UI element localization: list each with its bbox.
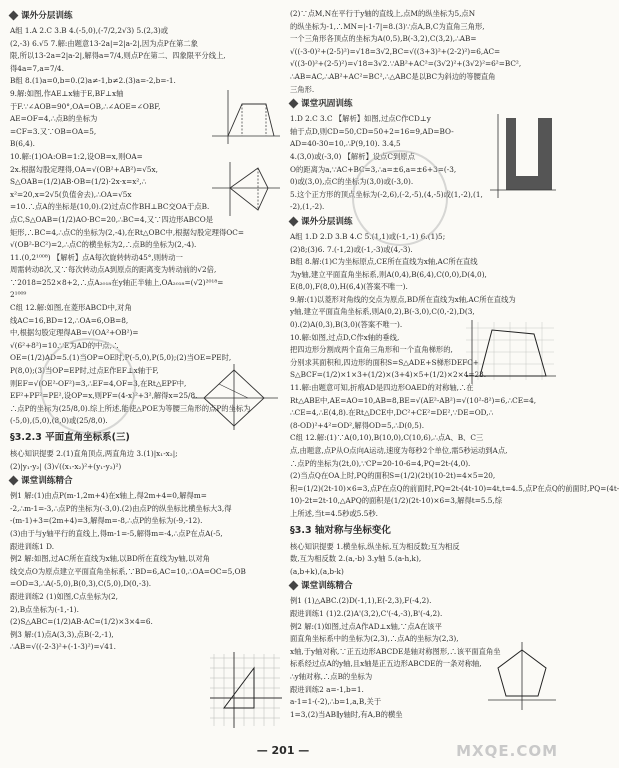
answer-line: B组 8.解:(1)C为坐标原点,CE所在直线为x轴,AC所在直线 [290, 257, 478, 267]
answer-line: a-1=1-(-2),∴b=1,a,B,关于 [290, 697, 382, 707]
answer-line: (2)8;(3)6. 7.(-1,2)或(-1,-3)或(4,-3). [290, 244, 413, 254]
answer-line: 5.这个正方形的顶点坐标为(-2,6),(-2,-5),(4,-5)或(1,-2),(1, [290, 189, 483, 199]
answer-line: EF²+PF²=PE²,设OP=x,则PF=(4-x)²+3²,解得x=25/8. [10, 391, 198, 401]
answer-line: √((3-0)²+(2-5)²)=√18=3√2.∵AB²+AC²=(3√2)²+(3√2)²=6²=BC², [290, 59, 522, 69]
answer-line: 矩形,∴BC=4,∴点C的坐标为(2,-4),在Rt△OBC中,根据勾股定理得OC= [10, 227, 244, 237]
answer-line: B组 8.(1)a=0,b=0.(2)a≠-1,b≠2.(3)a=-2,b=-1. [10, 76, 176, 86]
answer-line: x²=20,x=2√5(负值舍去),∴OA=√5x [10, 189, 132, 199]
figure-q12-rhombus-diagram [190, 362, 280, 432]
answer-line: 9.解:(1)以菱形对角线的交点为原点,BD所在直线为x轴,AC所在直线为 [290, 294, 516, 304]
answer-line: 于F.∵∠AOB=90°,OA=OB,∴∠AOE=∠OBF, [10, 101, 161, 111]
grid-lines [466, 322, 554, 380]
answer-line: (a,b+k),(a,b-k) [290, 566, 344, 576]
answer-line: 核心知识提要 1.横坐标,纵坐标,互为相反数;互为相反 [290, 541, 460, 551]
answer-line: (-5,0),(5,0),(8,0)或(25/8,0). [10, 416, 108, 426]
answer-line: ∴AB=AC,∴AB²+AC²=BC²,∴△ABC是以BC为斜边的等腰直角 [290, 71, 496, 81]
answer-line: 上所述,当t=4.5秒或5.5秒. [290, 508, 378, 518]
answer-line: 例1 (1)△ABC.(2)D(-1,1),E(-2,3),F(-4,2). [290, 596, 432, 606]
answer-line: 11.解:由题意可知,折痕AD是四边形OAED的对称轴,∴在 [290, 383, 474, 393]
answer-line: x轴,于y轴对称,∵正五边形ABCDE是轴对称图形,∴该平面直角坐 [290, 646, 501, 656]
answer-line: √(6²+8²)=10.∵E为AD的中点,∴ [10, 340, 120, 350]
faded-seal-stamp [352, 150, 448, 246]
answer-line: 跟进训练2 (1)如图,C点坐标为(2, [10, 591, 118, 601]
lesson-title: §3.3 轴对称与坐标变化 [290, 524, 391, 536]
answer-line: O的距离为a,∵AC+BC=3,∴a=±6,a=±6+3=(-3, [290, 164, 457, 174]
answer-line: 11.(0,2¹⁰⁰⁸) 【解析】点A每次旋转转动45°,则转动一 [10, 252, 183, 262]
answer-line: 三角形. [290, 84, 315, 94]
answer-line: 周需转动8次,又∵每次转动点A到原点的距离变为转动前的√2倍, [10, 265, 217, 275]
section-heading-text: 课外分层训练 [21, 11, 73, 21]
answer-line: AD=40-30=10,∴P(9,10). 3.4,5 [290, 139, 401, 149]
answer-line: -2),(1,-2). [290, 202, 325, 212]
answer-line: 点,由题意,点P从O点向A运动,速度为每秒2个单位,需5秒运动到A点, [290, 446, 508, 455]
section-heading-text: 课堂巩固训练 [301, 99, 353, 110]
rhombus-shape [230, 168, 268, 210]
answer-line: 线交点O为原点建立平面直角坐标系,∵BD=6,AC=10,∴OA=OC=5,OB [10, 566, 246, 576]
figure-q10-triangle-diagram [208, 158, 284, 220]
answer-line: S△BCF=(1/2)×1×3+(1/2)×(3+4)×5+(1/2)×2×4=23. [290, 370, 487, 380]
answer-line: -(m-1)+3=(2m+4)=3,解得m=-8,∴点P的坐标为(-9,-12). [10, 516, 203, 526]
answer-line: 2),B点坐标为(-1,-1). [10, 604, 79, 614]
answer-line: A组 1.A 2.C 3.B 4.(-5,0),(-7/2,2√3) 5.(2,3)或 [10, 26, 169, 35]
answer-line: 跟进训练1 (1)2.(2)A'(3,2),C'(-4,-3),B'(-4,2). [290, 608, 443, 618]
answer-line: √((-3-0)²+(2-5)²)=√18=3√2,BC=√((3+3)²+(2-2)²)=6,AC= [290, 46, 501, 56]
answer-line: 点C,S△OAB=(1/2)AO·BC=20,∴BC=4,又∵四边形ABCO是 [10, 214, 213, 224]
section-heading-text: 课外分层训练 [301, 216, 353, 227]
section-heading-text: 课堂训练精合 [21, 476, 73, 487]
watermark-logo: MXQE.COM [456, 742, 558, 760]
section-heading [290, 98, 560, 111]
answer-line: OE=(1/2)AD=5.(1)当OP=OE时,P(-5,0),P(5,0);(2)当OE=PE时, [10, 353, 232, 363]
grid-lines [210, 654, 280, 726]
figure-grid-coordinate-plane [206, 650, 284, 730]
answer-line: 数,互为相反数 2.(a,-b) 3.y轴 5.(a-h,k), [290, 554, 422, 564]
answer-line: ∴AB=√((-2-3)²+(-1-3)²)=√41. [10, 642, 116, 652]
quadrilateral-abcd [480, 330, 546, 376]
answer-line: 面直角坐标系中的坐标为(2,3),∴点A的坐标为(2,3), [290, 634, 459, 644]
answer-line: Rt△ABE中,AE=AO=10,AB=8,BE=√(AE²-AB²)=√(10²-8²)=6,∴CE=4, [290, 395, 537, 405]
answer-line: S△OAB=(1/2)AB·OB=(1/2)·2x·x=x²,∴ [10, 177, 147, 187]
answer-line: 0).(2)A(0,3),B(3,0)(答案不唯一). [290, 320, 403, 330]
section-heading [10, 475, 280, 488]
diamond-bullet-icon [289, 99, 299, 109]
answer-line: 标系经过点A的y轴,且x轴是正五边形ABCDE的一条对称轴, [290, 659, 482, 669]
answer-line: (2)当点Q在OA上时,PQ的面积S=(1/2)(2t)(10-2t)=4×5=20, [290, 471, 496, 481]
answer-line: 4.(3,0)或(-3,0) 【解析】设点C到原点 [290, 151, 415, 161]
answer-line: 例3 解:(1)点A(3,3),点B(-2,-1), [10, 629, 114, 639]
answer-line: 则EF=√(OE²-OF²)=3,∴EF=4,OF=3,在Rt△EPF中, [10, 378, 187, 388]
lesson-title: §3.2.3 平面直角坐标系(三) [10, 432, 130, 443]
answer-line: ∴CE=4,∴E(4,8).在Rt△DCE中,DC²+CE²=DE²,∵DE=OD,∴ [290, 408, 494, 418]
answer-line: 把四边形分割成两个直角三角形和一个直角梯形的, [290, 345, 453, 355]
answer-line: 2x.根据勾股定理得,OA=√(OB²+AB²)=√5x, [10, 164, 158, 174]
answer-line: 中,根据勾股定理得AB=√(OA²+OB²)= [10, 328, 139, 338]
answer-line: 1.D 2.C 3.C 【解析】如图,过点C作CD⊥y [290, 114, 431, 124]
answer-line: (2)S△ABC=(1/2)AB·AC=(1/2)×3×4=6. [10, 617, 153, 627]
trapezoid-shape [228, 104, 274, 136]
figure-q9-coordinate-diagram [208, 86, 284, 148]
answer-line: 例1 解:(1)由点P(m-1,2m+4)在x轴上,得2m+4=0,解得m= [10, 491, 207, 501]
answer-line: 9.解:如图,作AE⊥x轴于E,BF⊥x轴 [10, 88, 124, 98]
answer-line: 0)或(3,0),点C的坐标为(3,0)或(-3,0). [290, 177, 414, 187]
answer-line: (3)由于与y轴平行的直线上,得m-1=-5,解得m=-4,∴点P在点A(-5, [10, 528, 223, 538]
answer-line: 的纵坐标为-1,∴MN=|-1-7|=8.(3)∵点A,B,C为直角三角形, [290, 21, 485, 31]
answer-line: (2)|y₁-y₂| (3)√((x₁-x₂)²+(y₁-y₂)²) [10, 461, 122, 471]
answer-line: B(6,4). [10, 139, 35, 149]
diamond-bullet-icon [9, 11, 19, 21]
section-heading [10, 10, 280, 23]
answer-line: ∴点P的坐标为(25/8,0).综上所述,能使△POE为等腰三角形的点P的坐标为 [10, 403, 251, 413]
page-number: — 201 — [256, 744, 310, 757]
answer-line: =CF=3.又∵OB=OA=5, [10, 126, 97, 136]
answer-line: √(OB²-BC²)=2,∴点C的横坐标为2,∴点B的坐标为(2,-4). [10, 240, 197, 250]
figure-right-q10-quadrilateral [462, 318, 558, 388]
answer-line: 10.解:如图,过点D,C作x轴的垂线, [290, 332, 400, 342]
answer-line: 线AC=16,BD=12,∴OA=6,OB=8, [10, 315, 129, 325]
inner-region [516, 118, 538, 176]
answer-line: P(8,0);(3)当OP=EP时,过点E作EF⊥x轴于F, [10, 366, 159, 376]
answer-line: 跟进训练2 a=-1,b=1. [290, 684, 364, 694]
faded-seal-stamp [40, 338, 136, 434]
diamond-bullet-icon [9, 476, 19, 486]
segment-oe [219, 384, 248, 398]
answer-line: 跟进训练1 D. [10, 541, 55, 551]
answer-line: (2)∵点M,N在平行于y轴的直线上,点M的纵坐标为5,点N [290, 9, 476, 18]
diamond-bullet-icon [289, 216, 299, 226]
answer-line: 10)-2t=2t-10,△APQ的面积是(1/2)(2t-10)×6=3,解得t=5.5,综 [290, 496, 503, 506]
section-heading [290, 580, 560, 593]
answer-line: 例2 解:(1)如图,过点A作AD⊥x轴,∵点A在该平 [290, 621, 442, 631]
answer-line: A组 1.D 2.D 3.B 4.C 5.(1,1)或(-1,-1) 6.(1)5; [290, 231, 446, 241]
figure-right-pentagon-diagram [484, 640, 560, 712]
answer-line: =10.∴点A的坐标是(10,0).(2)过点C作BH⊥BC交OA于点B. [10, 202, 210, 212]
answer-line: E(8,0),F(8,0),H(6,4)(答案不唯一). [290, 282, 408, 292]
answer-line: 得4a=7,a=7/4. [10, 63, 64, 73]
answer-line: 例2 解:如图,过AC所在直线为x轴,以BD所在直线为y轴,以对角 [10, 554, 210, 564]
answer-line: 核心知识提要 2.(1)直角顶点,两直角边 3.(1)|x₁-x₂|; [10, 449, 178, 458]
answer-line: 为y轴,建立平面直角坐标系,则A(0,4),B(6,4),C(0,0),D(4,0), [290, 269, 487, 279]
answer-line: (2,-3) 6.√5 7.解:由题意13-2a|=2|a-2|,因为点P在第二象 [10, 38, 198, 48]
answer-line: y轴,建立平面直角坐标系,则A(0,2),B(-3,0),C(0,-2),D(3, [290, 307, 475, 317]
answer-line: ∴y轴对称,∴点B的坐标为 [290, 671, 373, 681]
answer-line: C组 12.解:(1)∵A(0,10),B(10,0),C(10,6),∴点A、B、C三 [290, 433, 484, 443]
answer-line: =OD=3,∴A(-5,0),B(0,3),C(5,0),D(0,-3). [10, 579, 152, 589]
answer-line: 1=3,(2)当AB∥y轴时,有A,B的横坐 [290, 709, 403, 719]
answer-line: (8-OD)²+4²=OD²,解得OD=5,∴D(0,5). [290, 420, 425, 430]
answer-line: 2¹⁰⁰⁹ [10, 290, 27, 300]
answer-line: -2,∴m-1=-3,∴点P的坐标为(-3,0).(2)由点P的纵坐标比横坐标大3,得 [10, 503, 232, 513]
answer-line: 10.解:(1)OA:OB=1:2,设OB=x,则OA= [10, 151, 143, 161]
answer-line: 一个三角形各顶点的坐标为A(0,5),B(-3,2),C(3,2),∴AB= [290, 34, 477, 44]
diamond-bullet-icon [289, 581, 299, 591]
answer-line: ∵2018=252×8+2,∴点A₂₀₁₈在y轴正半轴上,OA₂₀₁₈=(√2)²⁰¹⁸= [10, 277, 224, 287]
section-heading-text: 课堂训练精合 [301, 581, 353, 592]
answer-line: ∴点P的坐标为(2t,0),∵CP=20-10-6=4,PQ=2t-(4,0). [290, 458, 471, 468]
answer-line: AE=OF=4,∴点B的坐标为 [10, 114, 98, 124]
answer-line: 分别求其面积和,四边形的面积S=S△ADE+S梯形DEFC+ [290, 357, 479, 367]
figure-right-q3-diagram [486, 112, 558, 200]
answer-line: 限,所以13-2a=2|a-2|,解得a=7/4,则点P在第二、四象限平分线上, [10, 51, 226, 61]
answer-line: 积=(1/2)(2t-10)×6=3,点P在点Q的前面时,PQ=2t-(4t-10)=4t,t=4.5,点P在点Q的前面时,PQ=(4t- [290, 483, 619, 493]
answer-line: C组 12.解:如图,在菱形ABCD中,对角 [10, 303, 132, 313]
answer-line: 轴于点D,则CD=50,CD=50+2=16=9,AD=BO- [290, 126, 454, 136]
